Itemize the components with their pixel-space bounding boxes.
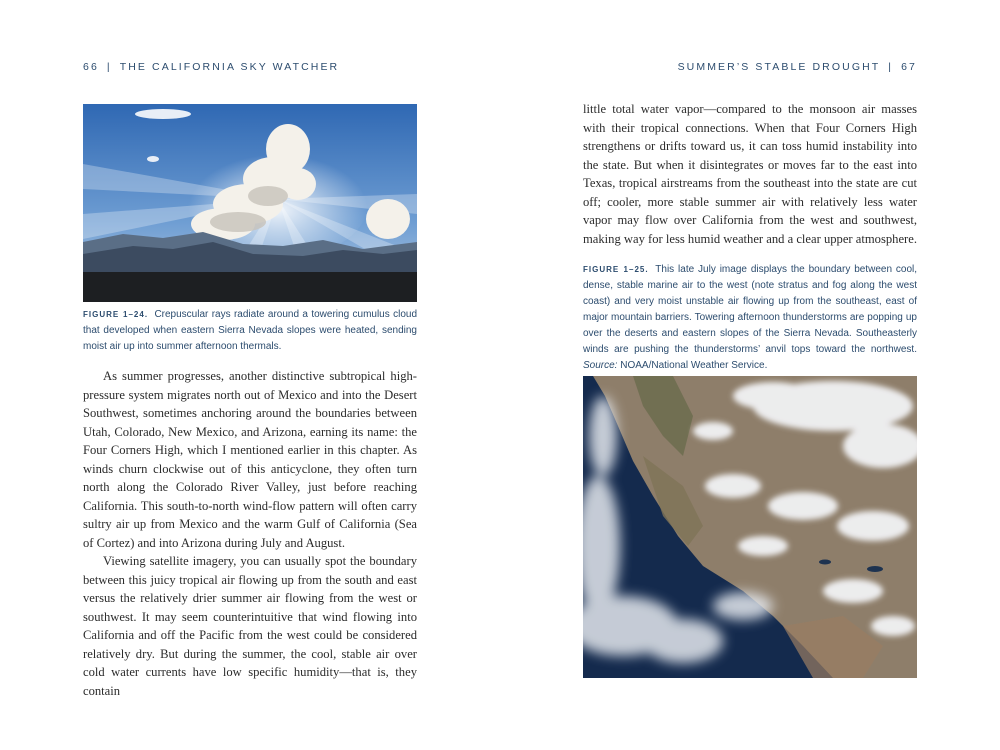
right-body-text: [583, 100, 917, 248]
figure-1-25-caption: [583, 262, 917, 374]
figure-1-24-caption: [83, 307, 417, 355]
figure-1-25-photo: [583, 376, 917, 678]
left-header-separator: |: [106, 61, 112, 73]
figure-1-24-label: FIGURE 1–24.: [83, 310, 149, 319]
right-page-number: 67: [901, 61, 917, 73]
right-running-title: SUMMER’S STABLE DROUGHT: [677, 61, 881, 73]
left-body-text: [83, 367, 417, 700]
figure-1-24-caption-text: Crepuscular rays radiate around a towering cumulus cloud that developed when eastern Sierra Nevada slopes were heated, sending moist air up into summer afternoon thermals.: [83, 309, 418, 352]
left-running-title: THE CALIFORNIA SKY WATCHER: [119, 61, 340, 73]
figure-1-24-photo: [83, 104, 417, 302]
left-running-header: [83, 61, 339, 73]
right-paragraph-1: little total water vapor—compared to the monsoon air masses with their tropical connections. When that Four Corners High strengthens or drifts toward us, it can toss humid instability into the state. But when it disintegrates or moves far to the east into Texas, tropical airstreams from the southeast into the state are cut off; cooler, more stable summer air with relatively less water vapor may flow over California from the west and southwest, making way for less humid weather and a clear upper atmosphere.: [583, 102, 917, 246]
figure-1-25-source: NOAA/National Weather Service.: [620, 360, 768, 371]
figure-1-25-caption-text: This late July image displays the boundary between cool, dense, stable marine air to the west (note stratus and fog along the west coast) and very moist unstable air flowing up from the southeast, east of major mountain barriers. Towering afternoon thunderstorms are popping up over the deserts and eastern slopes of the Sierra Nevada. Southeasterly winds are pushing the thunderstorms’ anvil tops toward the northwest.: [583, 264, 918, 355]
left-page-number: 66: [83, 61, 99, 73]
left-paragraph-1: As summer progresses, another distinctive subtropical high-pressure system migrates north out of Mexico and into the Desert Southwest, sometimes anchoring around the boundaries between Utah, Colorado, New Mexico, and Arizona, earning its name: the Four Corners High, which I mentioned earlier in this chapter. As winds churn clockwise out of this anticyclone, they often turn north along the Colorado River Valley, just before reaching California. This south-to-north wind-flow pattern will often carry sultry air up from Mexico and the warm Gulf of California (Sea of Cortez) and into Arizona during July and August.: [83, 369, 417, 550]
satellite-image: [583, 376, 917, 678]
figure-1-25-source-label: Source:: [583, 360, 618, 371]
figure-1-25-label: FIGURE 1–25.: [583, 265, 649, 274]
crepuscular-rays-image: [83, 104, 417, 302]
right-running-header: [678, 61, 917, 73]
left-paragraph-2: Viewing satellite imagery, you can usually spot the boundary between this juicy tropical air flowing up from the south and east versus the relatively drier summer air flowing from the west or southwest. It may seem counterintuitive that wind flowing into California and off the Pacific from the west could be considered relatively dry. But during the summer, the cool, stable air over cold water currents have low specific humidity—that is, they contain: [83, 554, 417, 698]
right-header-separator: |: [888, 61, 894, 73]
